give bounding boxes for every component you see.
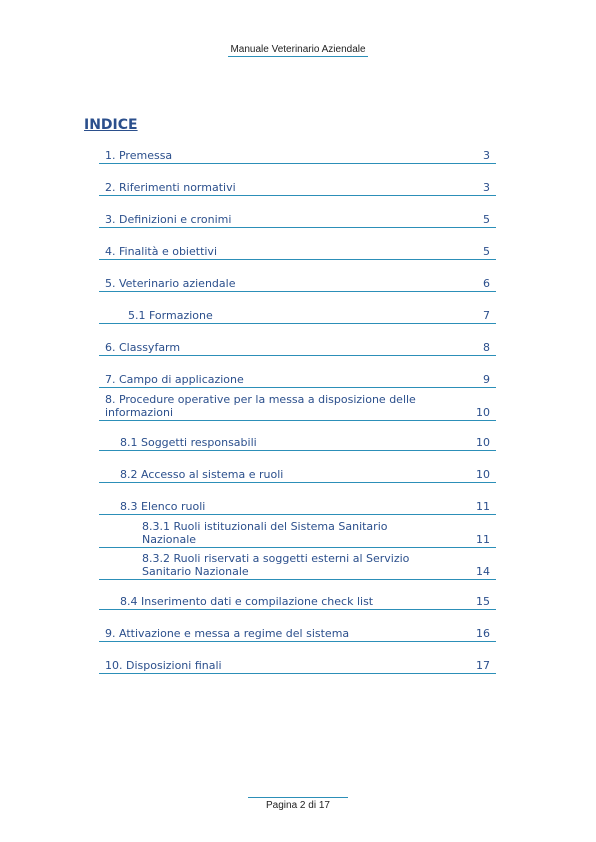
index-title: INDICE xyxy=(84,117,138,133)
toc-entry-page: 17 xyxy=(476,659,490,672)
toc-entry-text: 6. Classyfarm xyxy=(105,341,181,354)
page-number: Pagina 2 di 17 xyxy=(248,797,348,811)
toc-entry-text: 1. Premessa xyxy=(105,149,173,162)
toc-entry-text: 8.3.2 Ruoli riservati a soggetti esterni al Servizio Sanitario Nazionale xyxy=(142,552,410,578)
toc-entry-text: 9. Attivazione e messa a regime del sistema xyxy=(105,627,350,640)
toc-entry[interactable] xyxy=(99,214,496,228)
toc-entry-text: 8.3 Elenco ruoli xyxy=(120,500,206,513)
toc-entry-text: 8.2 Accesso al sistema e ruoli xyxy=(120,468,284,481)
toc-entry-text: 5.1 Formazione xyxy=(128,309,213,322)
toc-entry[interactable] xyxy=(99,469,496,483)
toc-entry-text: 8.4 Inserimento dati e compilazione check list xyxy=(120,595,374,608)
toc-entry[interactable] xyxy=(99,392,496,421)
toc-entry[interactable] xyxy=(99,437,496,451)
toc-entry[interactable] xyxy=(99,501,496,515)
toc-entry-page: 10 xyxy=(476,436,490,449)
header-title: Manuale Veterinario Aziendale xyxy=(230,44,366,55)
toc-entry[interactable] xyxy=(99,374,496,388)
toc-entry-page: 5 xyxy=(483,213,490,226)
toc-entry-text: 5. Veterinario aziendale xyxy=(105,277,236,290)
toc-entry[interactable] xyxy=(99,150,496,164)
toc-entry-text: 7. Campo di applicazione xyxy=(105,373,244,386)
toc-entry-page: 7 xyxy=(483,309,490,322)
toc-entry[interactable] xyxy=(99,628,496,642)
toc-entry-text: 8.1 Soggetti responsabili xyxy=(120,436,257,449)
toc-entry-page: 8 xyxy=(483,341,490,354)
toc-entry-page: 3 xyxy=(483,181,490,194)
toc-entry-page: 3 xyxy=(483,149,490,162)
toc-entry-page: 15 xyxy=(476,595,490,608)
toc-entry-text: 8.3.1 Ruoli istituzionali del Sistema Sanitario Nazionale xyxy=(142,520,388,546)
toc-entry-text: 10. Disposizioni finali xyxy=(105,659,222,672)
toc-entry[interactable] xyxy=(99,660,496,674)
toc-entry[interactable] xyxy=(99,342,496,356)
toc-entry-page: 10 xyxy=(476,406,490,419)
toc-entry[interactable] xyxy=(99,182,496,196)
toc-entry[interactable] xyxy=(99,519,496,548)
toc-entry-page: 10 xyxy=(476,468,490,481)
toc-entry-page: 9 xyxy=(483,373,490,386)
toc-entry-text: 8. Procedure operative per la messa a disposizione delle informazioni xyxy=(105,393,416,419)
toc-entry-page: 16 xyxy=(476,627,490,640)
page-footer xyxy=(0,793,596,812)
toc-entry-page: 11 xyxy=(476,500,490,513)
toc-entry-text: 3. Definizioni e cronimi xyxy=(105,213,232,226)
toc-entry-text: 4. Finalità e obiettivi xyxy=(105,245,217,258)
toc-entry[interactable] xyxy=(99,551,496,580)
toc-entry-page: 14 xyxy=(476,565,490,578)
toc-entry-page: 5 xyxy=(483,245,490,258)
toc-entry[interactable] xyxy=(99,278,496,292)
toc-entry-page: 6 xyxy=(483,277,490,290)
toc-entry[interactable] xyxy=(99,596,496,610)
toc-entry-page: 11 xyxy=(476,533,490,546)
toc-entry[interactable] xyxy=(99,246,496,260)
toc-entry[interactable] xyxy=(99,310,496,324)
toc-entry-text: 2. Riferimenti normativi xyxy=(105,181,236,194)
